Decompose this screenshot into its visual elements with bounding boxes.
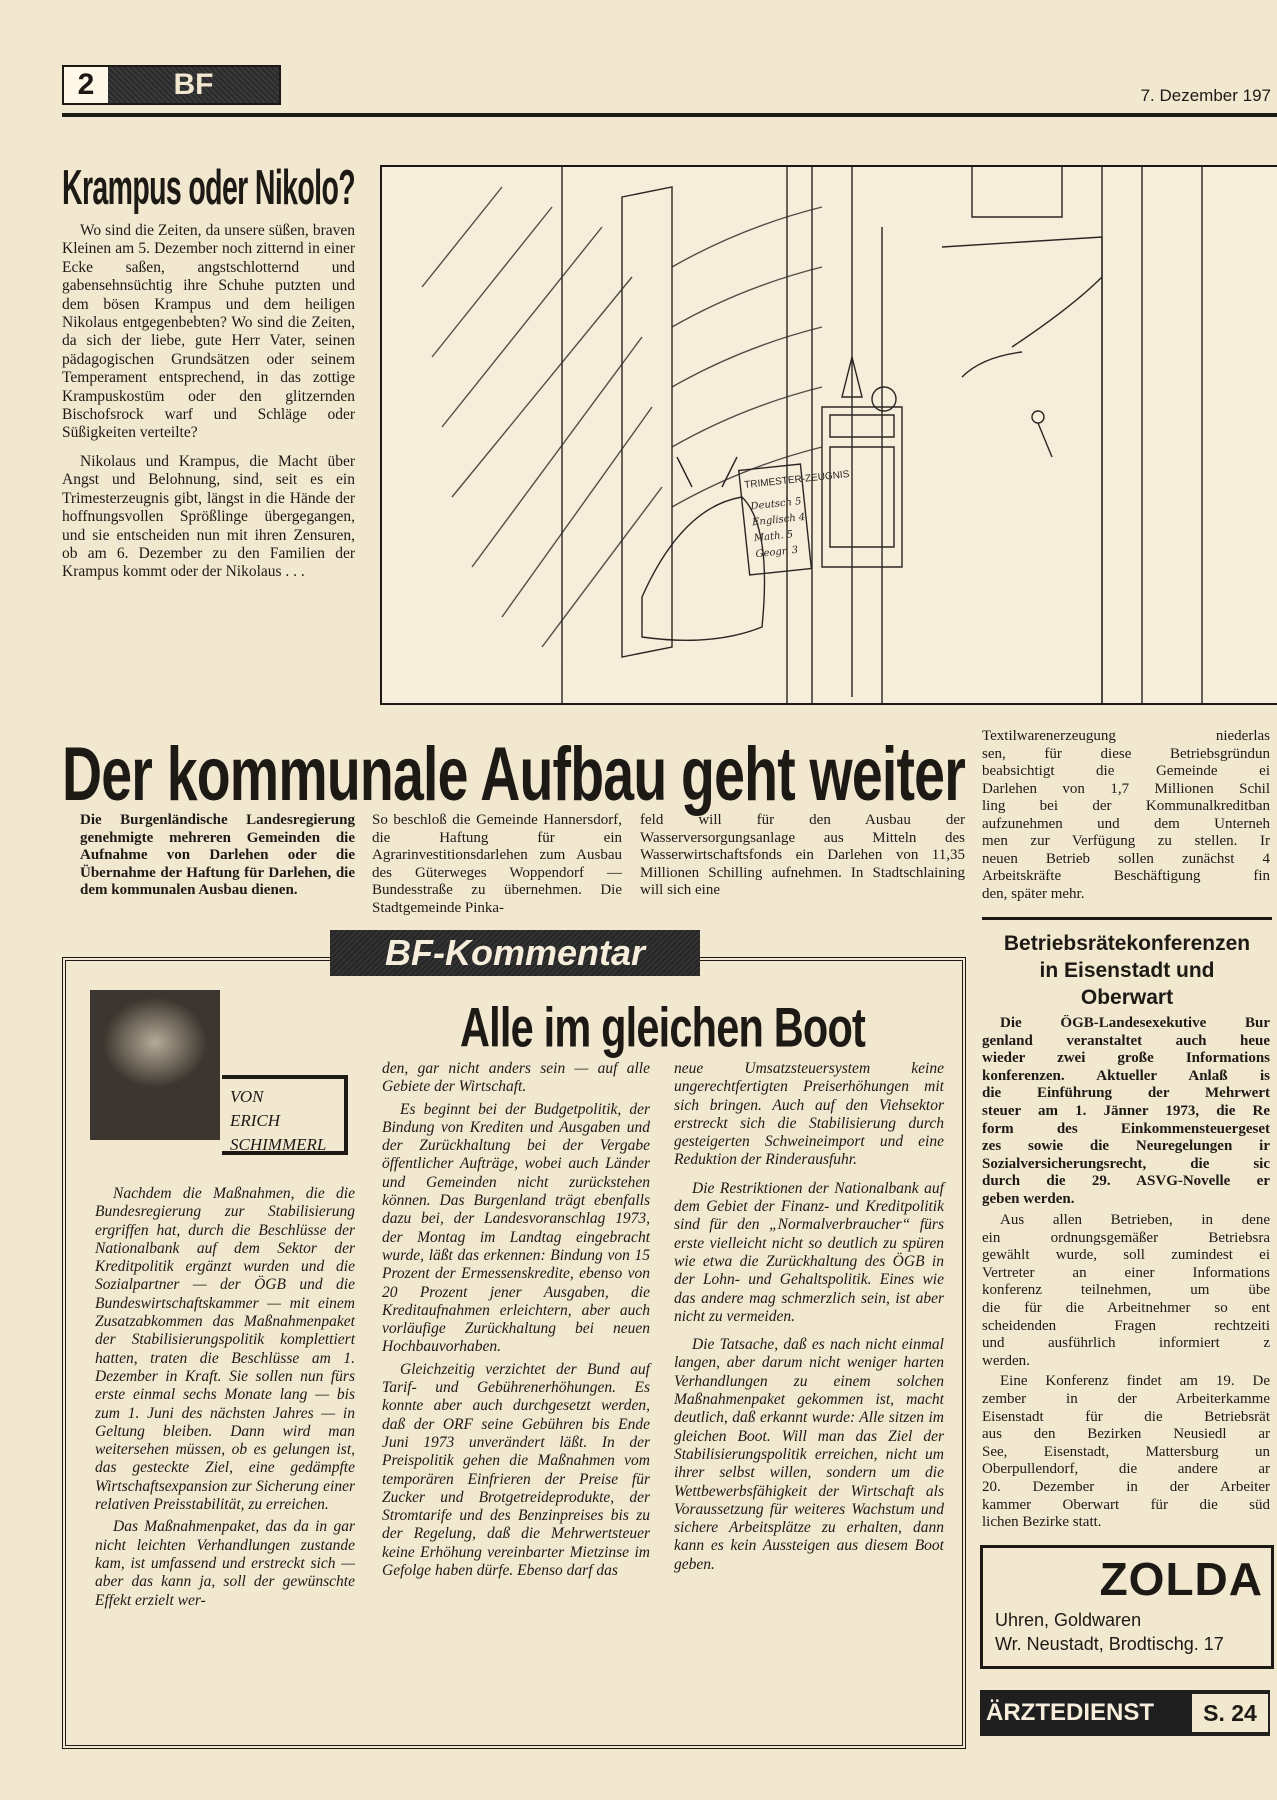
krampus-headline: Krampus oder Nikolo?	[62, 159, 355, 215]
paragraph	[982, 1212, 1270, 1370]
headline-line: Oberwart	[1080, 986, 1174, 1009]
text-line: zember in der Arbeiterkamme	[982, 1390, 1270, 1407]
text-line: wieder zwei große Informations	[982, 1050, 1270, 1067]
kommunal-col4	[982, 728, 1270, 903]
kommentar-paragraph: Gleichzeitig verzichtet der Bund auf Tarif- und Gebührenerhöhungen. Es konnte aber auch durchgesetzt werden, daß der ORF seine Gebühren bis Ende Juni 1973 unverändert läßt. In der Preispolitik gehen die Maßnahmen vom temporären Einfrieren der Preise für Zucker und Brotgetreideprodukte, der Stromtarife und des Benzinpreises bis zu der Regelung, daß die Mehrwertsteuer keine Erhöhung vereinbarter Mietzinse im Gefolge haben dürfe. Ebenso darf das	[382, 1360, 650, 1580]
aerztedienst-banner	[980, 1690, 1270, 1736]
text-line: Arbeitskräfte Beschäftigung fin	[982, 868, 1270, 884]
text-line: durch die 29. ASVG-Novelle er	[982, 1173, 1270, 1190]
text-line: zes sowie die Neuregelungen ir	[982, 1138, 1270, 1155]
text-line: form des Einkommensteuergeset	[982, 1120, 1270, 1137]
paper-logo: BF	[108, 67, 279, 103]
kommunal-headline: Der kommunale Aufbau geht weiter	[62, 731, 965, 817]
page-number: 2	[77, 68, 95, 101]
text-line: Sozialversicherungsrecht, die sic	[982, 1155, 1270, 1172]
paragraph	[982, 1015, 1270, 1209]
aerztedienst-page-ref: S. 24	[1192, 1694, 1268, 1732]
krampus-paragraph: Wo sind die Zeiten, da unsere süßen, braven Kleinen am 5. Dezember noch zitternd in einer Ecke saßen, angstschlotternd und gabensehnsüchtig ihre Schuhe putzten und dem bösen Krampus und dem heiligen Nikolaus entgegenbebten? Wo sind die Zeiten, da sich der liebe, gute Herr Vater, seinen pädagogischen Grundsätzen oder seinem Temperament entsprechend, in das zottige Krampuskostüm oder den glitzernden Bischofsrock warf und Schläge oder Süßigkeiten verteilte?	[62, 222, 355, 442]
headline-line: in Eisenstadt und	[1039, 959, 1215, 982]
hand-figure	[962, 277, 1102, 377]
text-line: ein ordnungsgemäßer Betriebsra	[982, 1229, 1270, 1246]
aerztedienst-label: ÄRZTEDIENST	[986, 1699, 1154, 1726]
text-line: gewählt wurde, soll zumindest ei	[982, 1247, 1270, 1264]
lamp-and-clock	[842, 357, 896, 411]
page-masthead	[62, 65, 281, 105]
byline-last-name: SCHIMMERL	[230, 1135, 327, 1154]
kommentar-headline: Alle im gleichen Boot	[460, 997, 865, 1060]
text-line: werden.	[982, 1352, 1030, 1369]
report-card-line: Math. 5	[753, 529, 794, 545]
kommentar-paragraph: Nachdem die Maßnahmen, die die Bundesregierung zur Stabilisierung ergriffen hat, durch die Beschlüsse der Nationalbank auf dem Sektor der Kreditpolitik ergänzt wurden und die Sozialpartner — der ÖGB und die Bundeswirtschaftskammer — mit einem Zusatzabkommen das Maßnahmenpaket der Stabilisierungspolitik komplettiert hatten, traten die Beschlüsse am 1. Dezember in Kraft. Sie sollen nun fürs erste einmal sechs Monate lang — bis zum 1. Juni des nächsten Jahres — in Geltung bleiben. Dann wird man weitersehen müssen, ob es gelungen ist, das gesteckte Ziel, eine gedämpfte Wirtschaftsexpansion zur Sicherung einer relativen Preisstabilität, zu erreichen.	[95, 1185, 355, 1514]
text-line: geben werden.	[982, 1190, 1075, 1207]
byline-box	[222, 1075, 348, 1155]
text-line: See, Eisenstadt, Mattersburg un	[982, 1443, 1270, 1460]
kommunal-headline-wrap	[62, 730, 965, 817]
paragraph	[982, 728, 1270, 903]
text-line: die für die Arbeitnehmer so ent	[982, 1299, 1270, 1316]
betriebsraete-lead	[982, 1015, 1270, 1209]
kommentar-headline-wrap	[460, 996, 865, 1060]
kommentar-paragraph: neue Umsatzsteuersystem keine ungerechtfertigten Preiserhöhungen mit sich bringen. Auch auf den Viehsektor erstreckt sich die Stabilisierung durch gesteigerten Schweineimport und eine Reduktion der Rinderausfuhr.	[674, 1060, 944, 1169]
ad-line2: Wr. Neustadt, Brodtischg. 17	[995, 1634, 1224, 1654]
section-rule	[982, 917, 1272, 920]
text-line: aufzunehmen und dem Unterneh	[982, 815, 1270, 832]
text-line: den, später mehr.	[982, 885, 1085, 902]
kommentar-paragraph: Das Maßnahmenpaket, das da in gar nicht leichten Verhandlungen zustande kam, ist umfassend und erstreckt sich — aber das kann ja, soll der gewünschte Effekt erzielt wer-	[95, 1518, 355, 1609]
door-left	[562, 167, 672, 703]
kommentar-paragraph: Die Restriktionen der Nationalbank auf dem Gebiet der Finanz- und Kreditpolitik sind für den „Normalverbraucher“ fürs erste vielleicht nicht so deutlich zu spüren wie etwa die Zurückhaltung des ÖGB in der Lohn- und Gehaltspolitik. Eines wie das andere mag schmerzlich sein, ist aber nicht zu vermeiden.	[674, 1179, 944, 1325]
paragraph	[982, 1373, 1270, 1531]
kommentar-paragraph: Es beginnt bei der Budgetpolitik, der Bindung von Krediten und Ausgaben und der Zurückhaltung bei der Vergabe öffentlicher Aufträge, wobei auch Länder und Gemeinden nicht zurückstehen können. Das Burgenland trägt ebenfalls dazu bei, der Landesvoranschlag 1973, der Montag im Landtag eingebracht wurde, läßt das erkennen: Bindung von 15 Prozent der Ermessenskredite, ebenso von 20 Prozent jener Ausgaben, die Kreditaufnahmen erleichtern, aber auch vorläufige Zurückhaltung bei neuen Hochbauvorhaben.	[382, 1100, 650, 1356]
text-line: Aus allen Betrieben, in dene	[1000, 1212, 1270, 1228]
headline-line: Betriebsrätekonferenzen	[1003, 932, 1251, 955]
report-card-title: TRIMESTER-ZEUGNIS	[743, 469, 850, 491]
text-line: sen, für diese Betriebsgründun	[982, 745, 1270, 762]
door-handle	[1032, 411, 1052, 457]
text-line: ling bei der Kommunalkreditban	[982, 798, 1270, 814]
text-line: Eine Konferenz findet am 19. De	[1000, 1373, 1270, 1390]
kommentar-paragraph: Die Tatsache, daß es nach nicht einmal langen, aber darum nicht weniger harten Verhandlungen zu einem solchen Maßnahmenpaket gekommen ist, macht deutlich, daß erkannt wurde: Alle sitzen im gleichen Boot. Will man das Ziel der Stabilisierungspolitik erreichen, nicht um ihrer selbst willen, sondern um die Wettbewerbsfähigkeit der Wirtschaft als Voraussetzung für weiteres Wachstum und sichere Arbeitsplätze zu erhalten, dann kann es kein Aussteigen aus diesem Boot geben.	[674, 1336, 944, 1573]
text-line: konferenz teilnehmen, um übe	[982, 1282, 1270, 1299]
report-card-line: Geogr. 3	[755, 544, 799, 561]
text-line: men zur Verfügung zu stellen. Ir	[982, 833, 1270, 849]
text-line: Die ÖGB-Landesexekutive Bur	[1000, 1015, 1270, 1031]
text-line: beabsichtigt die Gemeinde ei	[982, 763, 1270, 779]
kommentar-col1	[95, 1185, 355, 1610]
zolda-advertisement	[980, 1545, 1274, 1669]
text-line: kammer Oberwart für die süd	[982, 1496, 1270, 1513]
ad-line1: Uhren, Goldwaren	[995, 1610, 1142, 1630]
betriebsraete-body	[982, 1212, 1270, 1532]
kommunal-col3: feld will für den Ausbau der Wasserversorgungsanlage aus Mitteln des Wasserwirtschaftsfonds ein Darlehen von 11,35 Millionen Schilling aufnehmen. In Stadtschlaining will sich eine	[640, 812, 965, 898]
nightstand	[822, 407, 902, 567]
report-card-line: Englisch 4	[751, 511, 806, 529]
text-line: neuen Betrieb sollen zunächst 4	[982, 850, 1270, 867]
child-figure	[642, 497, 765, 640]
ad-brand: ZOLDA	[1099, 1553, 1263, 1605]
text-line: konferenzen. Aktueller Anlaß is	[982, 1067, 1270, 1084]
text-line: scheidenden Fragen rechtzeiti	[982, 1317, 1270, 1334]
krampus-paragraph: Nikolaus und Krampus, die Macht über Angst und Belohnung, sind, seit es ein Trimesterzeugnis gibt, längst in die Hände der hoffnungsvollen Sprößlinge übergegangen, und sie entscheiden nun mit ihren Zensuren, ob am 6. Dezember zu den Familien der Krampus kommt oder der Nikolaus . . .	[62, 452, 355, 581]
kommentar-col2	[382, 1060, 650, 1580]
text-line: steuer am 1. Jänner 1973, die Re	[982, 1102, 1270, 1119]
author-photo	[90, 990, 220, 1140]
kommentar-col3	[674, 1060, 944, 1574]
text-line: Oberpullendorf, die andere ar	[982, 1461, 1270, 1478]
text-line: die Einführung der Mehrwert	[982, 1085, 1270, 1102]
text-line: lichen Bezirke statt.	[982, 1514, 1102, 1531]
kommunal-lead: Die Burgenländische Landesregierung genehmigte mehreren Gemeinden die Aufnahme von Darlehen oder die Übernahme der Haftung für Darlehen, die dem kommunalen Ausbau dienen.	[80, 812, 355, 898]
text-line: aus den Bezirken Neusiedl ar	[982, 1426, 1270, 1443]
door-frame	[787, 167, 812, 703]
cartoon-drawing	[382, 167, 1277, 703]
byline-first-name: ERICH	[230, 1111, 281, 1130]
text-line: genland veranstaltet auch heue	[982, 1032, 1270, 1049]
kommunal-col2: So beschloß die Gemeinde Hannersdorf, die Haftung für ein Agrarinvestitionsdarlehen zum Ausbau des Güterweges Woppendorf — Bundesstraße zu übernehmen. Die Stadtgemeinde Pinka-	[372, 812, 622, 916]
kommentar-paragraph: den, gar nicht anders sein — auf alle Gebiete der Wirtschaft.	[382, 1060, 650, 1096]
text-line: 20. Dezember in der Arbeiter	[982, 1478, 1270, 1495]
krampus-headline-wrap	[62, 158, 355, 215]
report-card-line: Deutsch 5	[750, 496, 803, 513]
byline-von: VON	[230, 1087, 264, 1106]
issue-date: 7. Dezember 197	[1140, 86, 1271, 105]
text-line: Vertreter an einer Informations	[982, 1264, 1270, 1281]
text-line: Darlehen von 1,7 Millionen Schil	[982, 780, 1270, 797]
door-right	[942, 237, 1102, 703]
krampus-article	[62, 222, 355, 582]
text-line: Eisenstadt für die Betriebsrät	[982, 1408, 1270, 1425]
cartoon-illustration	[380, 165, 1277, 705]
text-line: Textilwarenerzeugung niederlas	[982, 728, 1270, 744]
kommentar-label: BF-Kommentar	[330, 930, 700, 976]
betriebsraete-headline	[982, 930, 1272, 1011]
text-line: und ausführlich informiert z	[982, 1335, 1270, 1352]
top-rule	[62, 113, 1277, 117]
